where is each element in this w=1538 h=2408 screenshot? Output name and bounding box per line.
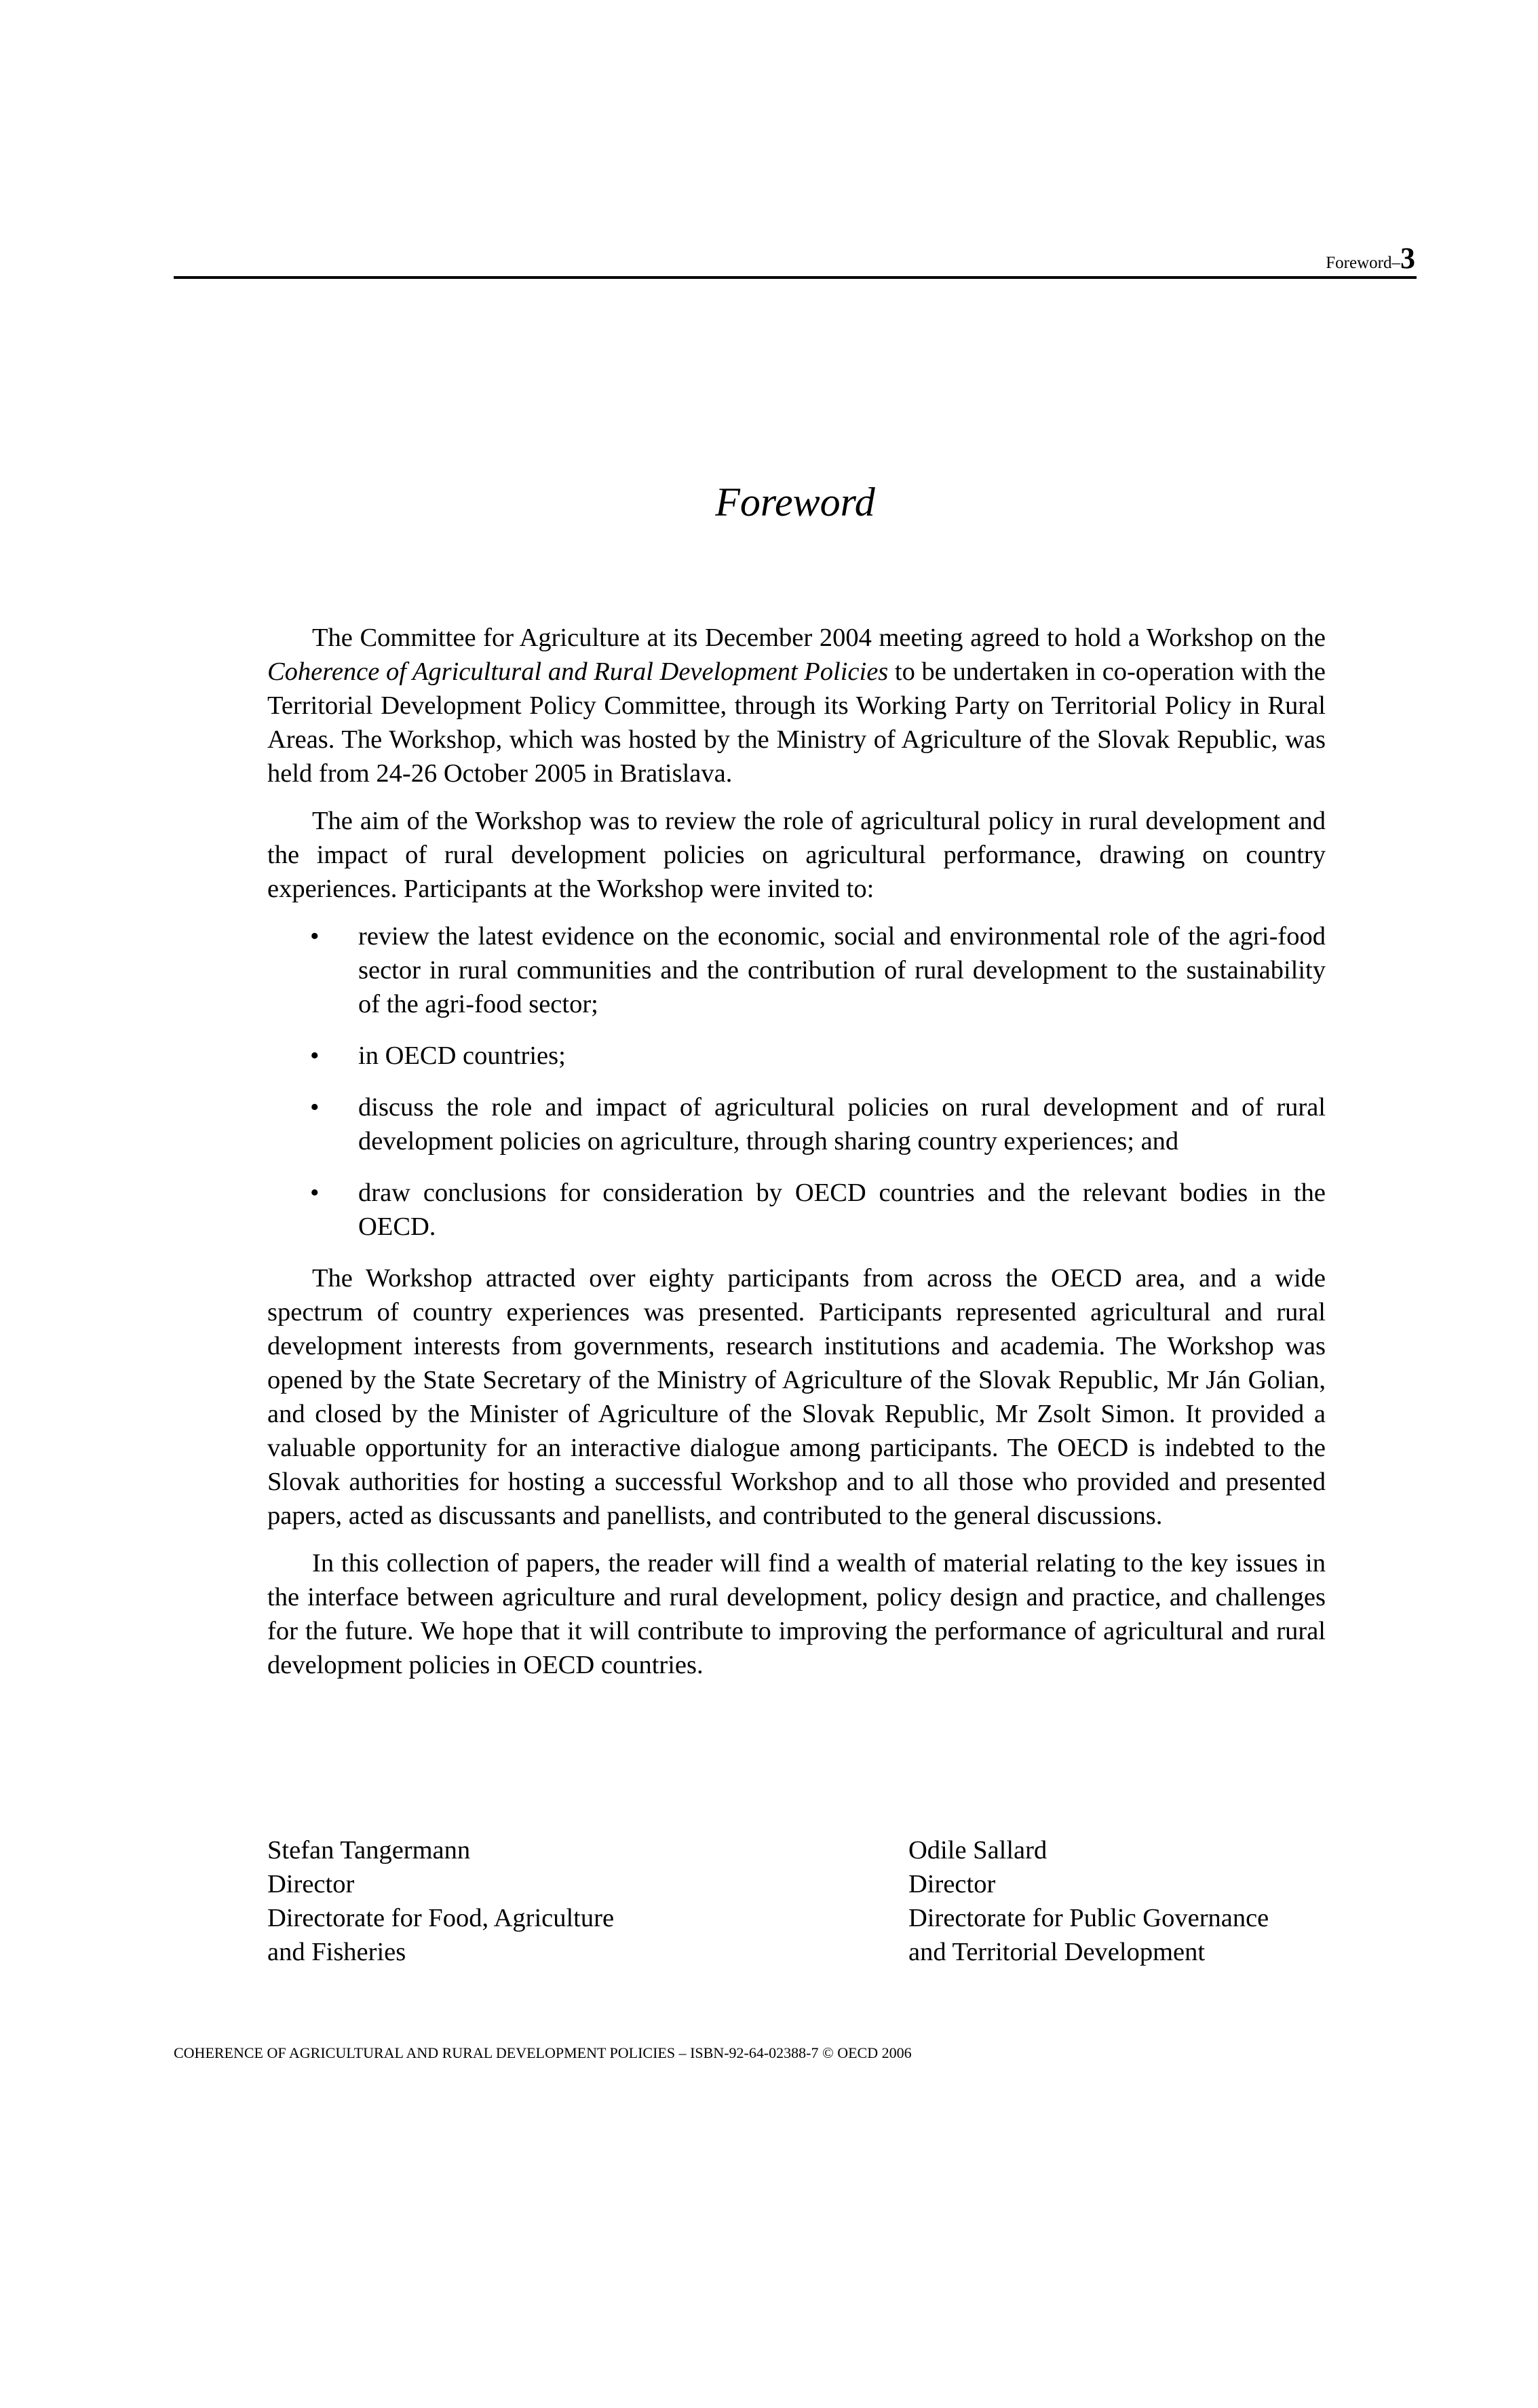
paragraph-4: In this collection of papers, the reader will find a wealth of material relating to the key issues in the interface between agriculture and rural development, policy design and practice, and challenges for the future. We hope that it will contribute to improving the performance of agricultural and rural development policies in OECD countries.	[267, 1549, 1326, 1679]
list-item-text: discuss the role and impact of agricultural policies on rural development and of rural development policies on agriculture, through sharing country experiences; and	[358, 1093, 1326, 1155]
signatory-org-line-2: and Fisheries	[267, 1938, 406, 1966]
signatory-name: Stefan Tangermann	[267, 1836, 471, 1865]
paragraph-1-end: to be undertaken in co-operation with the Territorial Development Policy Committee, through its Working Party on Territorial Policy in Rural Areas. The Workshop, which was hosted by the Ministry of Agriculture of the Slovak Republic, was held from 24-26 October 2005 in Bratislava.	[267, 657, 1326, 788]
running-head	[174, 241, 1417, 279]
running-head-label: Foreword	[1326, 254, 1392, 272]
workshop-title-italic: Coherence of Agricultural and Rural Development Policies	[267, 657, 889, 686]
paragraph-1	[267, 621, 1326, 790]
page-number: 3	[1400, 242, 1415, 275]
signature-left	[267, 1833, 742, 1969]
signatory-org-line-1: Directorate for Public Governance	[908, 1904, 1269, 1932]
running-head-separator: –	[1391, 254, 1400, 272]
list-item-text: draw conclusions for consideration by OECD countries and the relevant bodies in the OECD.	[358, 1179, 1326, 1241]
list-item	[267, 1039, 1326, 1073]
list-item-text: in OECD countries;	[358, 1041, 566, 1070]
list-item	[267, 1090, 1326, 1158]
foreword-body	[267, 621, 1326, 1696]
bullet-icon: •	[310, 1179, 320, 1207]
paragraph-1-start: The Committee for Agriculture at its December 2004 meeting agreed to hold a Workshop on the	[312, 624, 1326, 652]
signatory-role: Director	[267, 1870, 355, 1898]
bullet-icon: •	[310, 1041, 320, 1070]
page-title: Foreword	[715, 480, 875, 524]
paragraph-3: The Workshop attracted over eighty participants from across the OECD area, and a wide spectrum of country experiences was presented. Participants represented agricultural and rural development interests from governments, research institutions and academia. The Workshop was opened by the State Secretary of the Ministry of Agriculture of the Slovak Republic, Mr Ján Golian, and closed by the Minister of Agriculture of the Slovak Republic, Mr Zsolt Simon. It provided a valuable opportunity for an interactive dialogue among participants. The OECD is indebted to the Slovak authorities for hosting a successful Workshop and to all those who provided and presented papers, acted as discussants and panellists, and contributed to the general discussions.	[267, 1264, 1326, 1530]
signatory-org-line-2: and Territorial Development	[908, 1938, 1206, 1966]
running-head-text	[1326, 244, 1415, 273]
footer-text: COHERENCE OF AGRICULTURAL AND RURAL DEVELOPMENT POLICIES – ISBN-92-64-02388-7 © OECD 2006	[174, 2044, 912, 2061]
signature-right	[908, 1833, 1343, 1969]
signatory-name: Odile Sallard	[908, 1836, 1047, 1865]
bullet-list	[267, 919, 1326, 1244]
paragraph-2: The aim of the Workshop was to review the role of agricultural policy in rural development and the impact of rural development policies on agricultural performance, drawing on country experiences. Participants at the Workshop were invited to:	[267, 807, 1326, 903]
list-item	[267, 1176, 1326, 1244]
list-item	[267, 919, 1326, 1021]
signatory-org-line-1: Directorate for Food, Agriculture	[267, 1904, 615, 1932]
bullet-icon: •	[310, 1093, 320, 1122]
page-footer	[174, 2046, 912, 2061]
list-item-text: review the latest evidence on the economic, social and environmental role of the agri-food sector in rural communities and the contribution of rural development to the sustainability of the agri-food sector;	[358, 922, 1326, 1018]
signatory-role: Director	[908, 1870, 996, 1898]
bullet-icon: •	[310, 922, 320, 951]
